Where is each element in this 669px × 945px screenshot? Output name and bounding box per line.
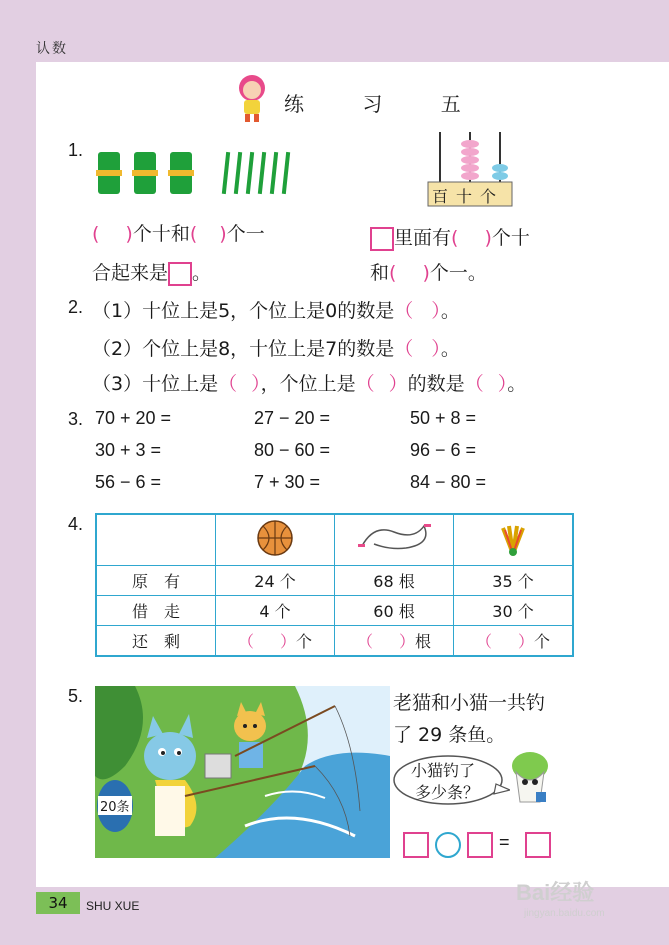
table-corner — [96, 514, 216, 566]
section-label: 认数 — [36, 41, 68, 57]
operator-circle[interactable] — [435, 832, 461, 858]
cell-remaining-shuttles[interactable]: （ ）个 — [454, 626, 574, 657]
q4-number: 4. — [68, 514, 84, 534]
q3-r1c3: 50 + 8 = — [410, 408, 477, 428]
q3-r3c2: 7 + 30 = — [254, 472, 321, 492]
bucket-label: 20条 — [98, 796, 132, 815]
q5-number: 5. — [68, 686, 84, 706]
girl-mascot-icon — [230, 72, 274, 124]
page-number: 34 — [36, 892, 80, 914]
bubble-line1: 小猫钓了 — [411, 761, 476, 780]
q2-number: 2. — [68, 297, 84, 317]
abacus-label-ones: 个 — [480, 187, 505, 206]
q3-r3c1: 56 − 6 = — [95, 472, 162, 492]
answer-box-3[interactable] — [525, 832, 551, 858]
row-label-original: 原 有 — [96, 566, 216, 596]
abacus-label-hundreds: 百 — [432, 187, 457, 206]
cell-original-ropes: 68 根 — [335, 566, 454, 596]
cell-remaining-ropes[interactable]: （ ）根 — [335, 626, 454, 657]
subject-label: SHU XUE — [86, 899, 140, 913]
row-label-remaining: 还 剩 — [96, 626, 216, 657]
q3-r2c1: 30 + 3 = — [95, 440, 162, 460]
basketball-icon — [216, 514, 335, 566]
q1-left-line1: ( )个十和( )个一 — [92, 223, 265, 245]
q3-r2c3: 96 − 6 = — [410, 440, 477, 460]
cell-original-balls: 24 个 — [216, 566, 335, 596]
cell-borrowed-ropes: 60 根 — [335, 596, 454, 626]
q5-text-line1: 老猫和小猫一共钓 — [393, 692, 546, 714]
q1-number: 1. — [68, 140, 84, 160]
cell-remaining-balls[interactable]: （ ）个 — [216, 626, 335, 657]
page-title: 练 习 五 — [284, 92, 487, 116]
answer-box-1[interactable] — [403, 832, 429, 858]
cell-borrowed-balls: 4 个 — [216, 596, 335, 626]
jump-rope-icon — [335, 514, 454, 566]
row-label-borrowed: 借 走 — [96, 596, 216, 626]
answer-box-2[interactable] — [467, 832, 493, 858]
watermark-url: jingyan.baidu.com — [524, 908, 605, 919]
q3-number: 3. — [68, 409, 84, 429]
q3-r3c3: 84 − 80 = — [410, 472, 487, 492]
q3-r1c2: 27 − 20 = — [254, 408, 331, 428]
fishing-cats-illustration — [95, 686, 390, 858]
watermark: Bai经验 — [516, 880, 595, 905]
q2-item-1: （1）十位上是5，个位上是0的数是（ ）。 — [92, 300, 460, 322]
q1-left-line2: 合起来是 。 — [92, 262, 212, 284]
q3-r2c2: 80 − 60 = — [254, 440, 331, 460]
bubble-line2: 多少条？ — [415, 783, 480, 802]
abacus-label-tens: 十 — [456, 187, 481, 206]
answer-box[interactable] — [370, 227, 394, 251]
q1-right-line1: 里面有( )个十 — [370, 223, 530, 251]
sticks-bundles-icon — [94, 148, 304, 198]
q2-item-2: （2）个位上是8，十位上是7的数是（ ）。 — [92, 338, 460, 360]
q3-r1c1: 70 + 20 = — [95, 408, 172, 428]
inventory-table — [95, 513, 574, 657]
shuttlecock-icon — [454, 514, 574, 566]
q2-item-3: （3）十位上是（ ），个位上是（ ）的数是（ ）。 — [92, 373, 527, 395]
cell-borrowed-shuttles: 30 个 — [454, 596, 574, 626]
q1-right-line2: 和( )个一。 — [370, 262, 487, 284]
q5-text-line2: 了 29 条鱼。 — [393, 724, 506, 746]
answer-box[interactable] — [168, 262, 192, 286]
cell-original-shuttles: 35 个 — [454, 566, 574, 596]
cabbage-character-icon — [508, 748, 552, 812]
equals-sign: = — [499, 832, 510, 852]
